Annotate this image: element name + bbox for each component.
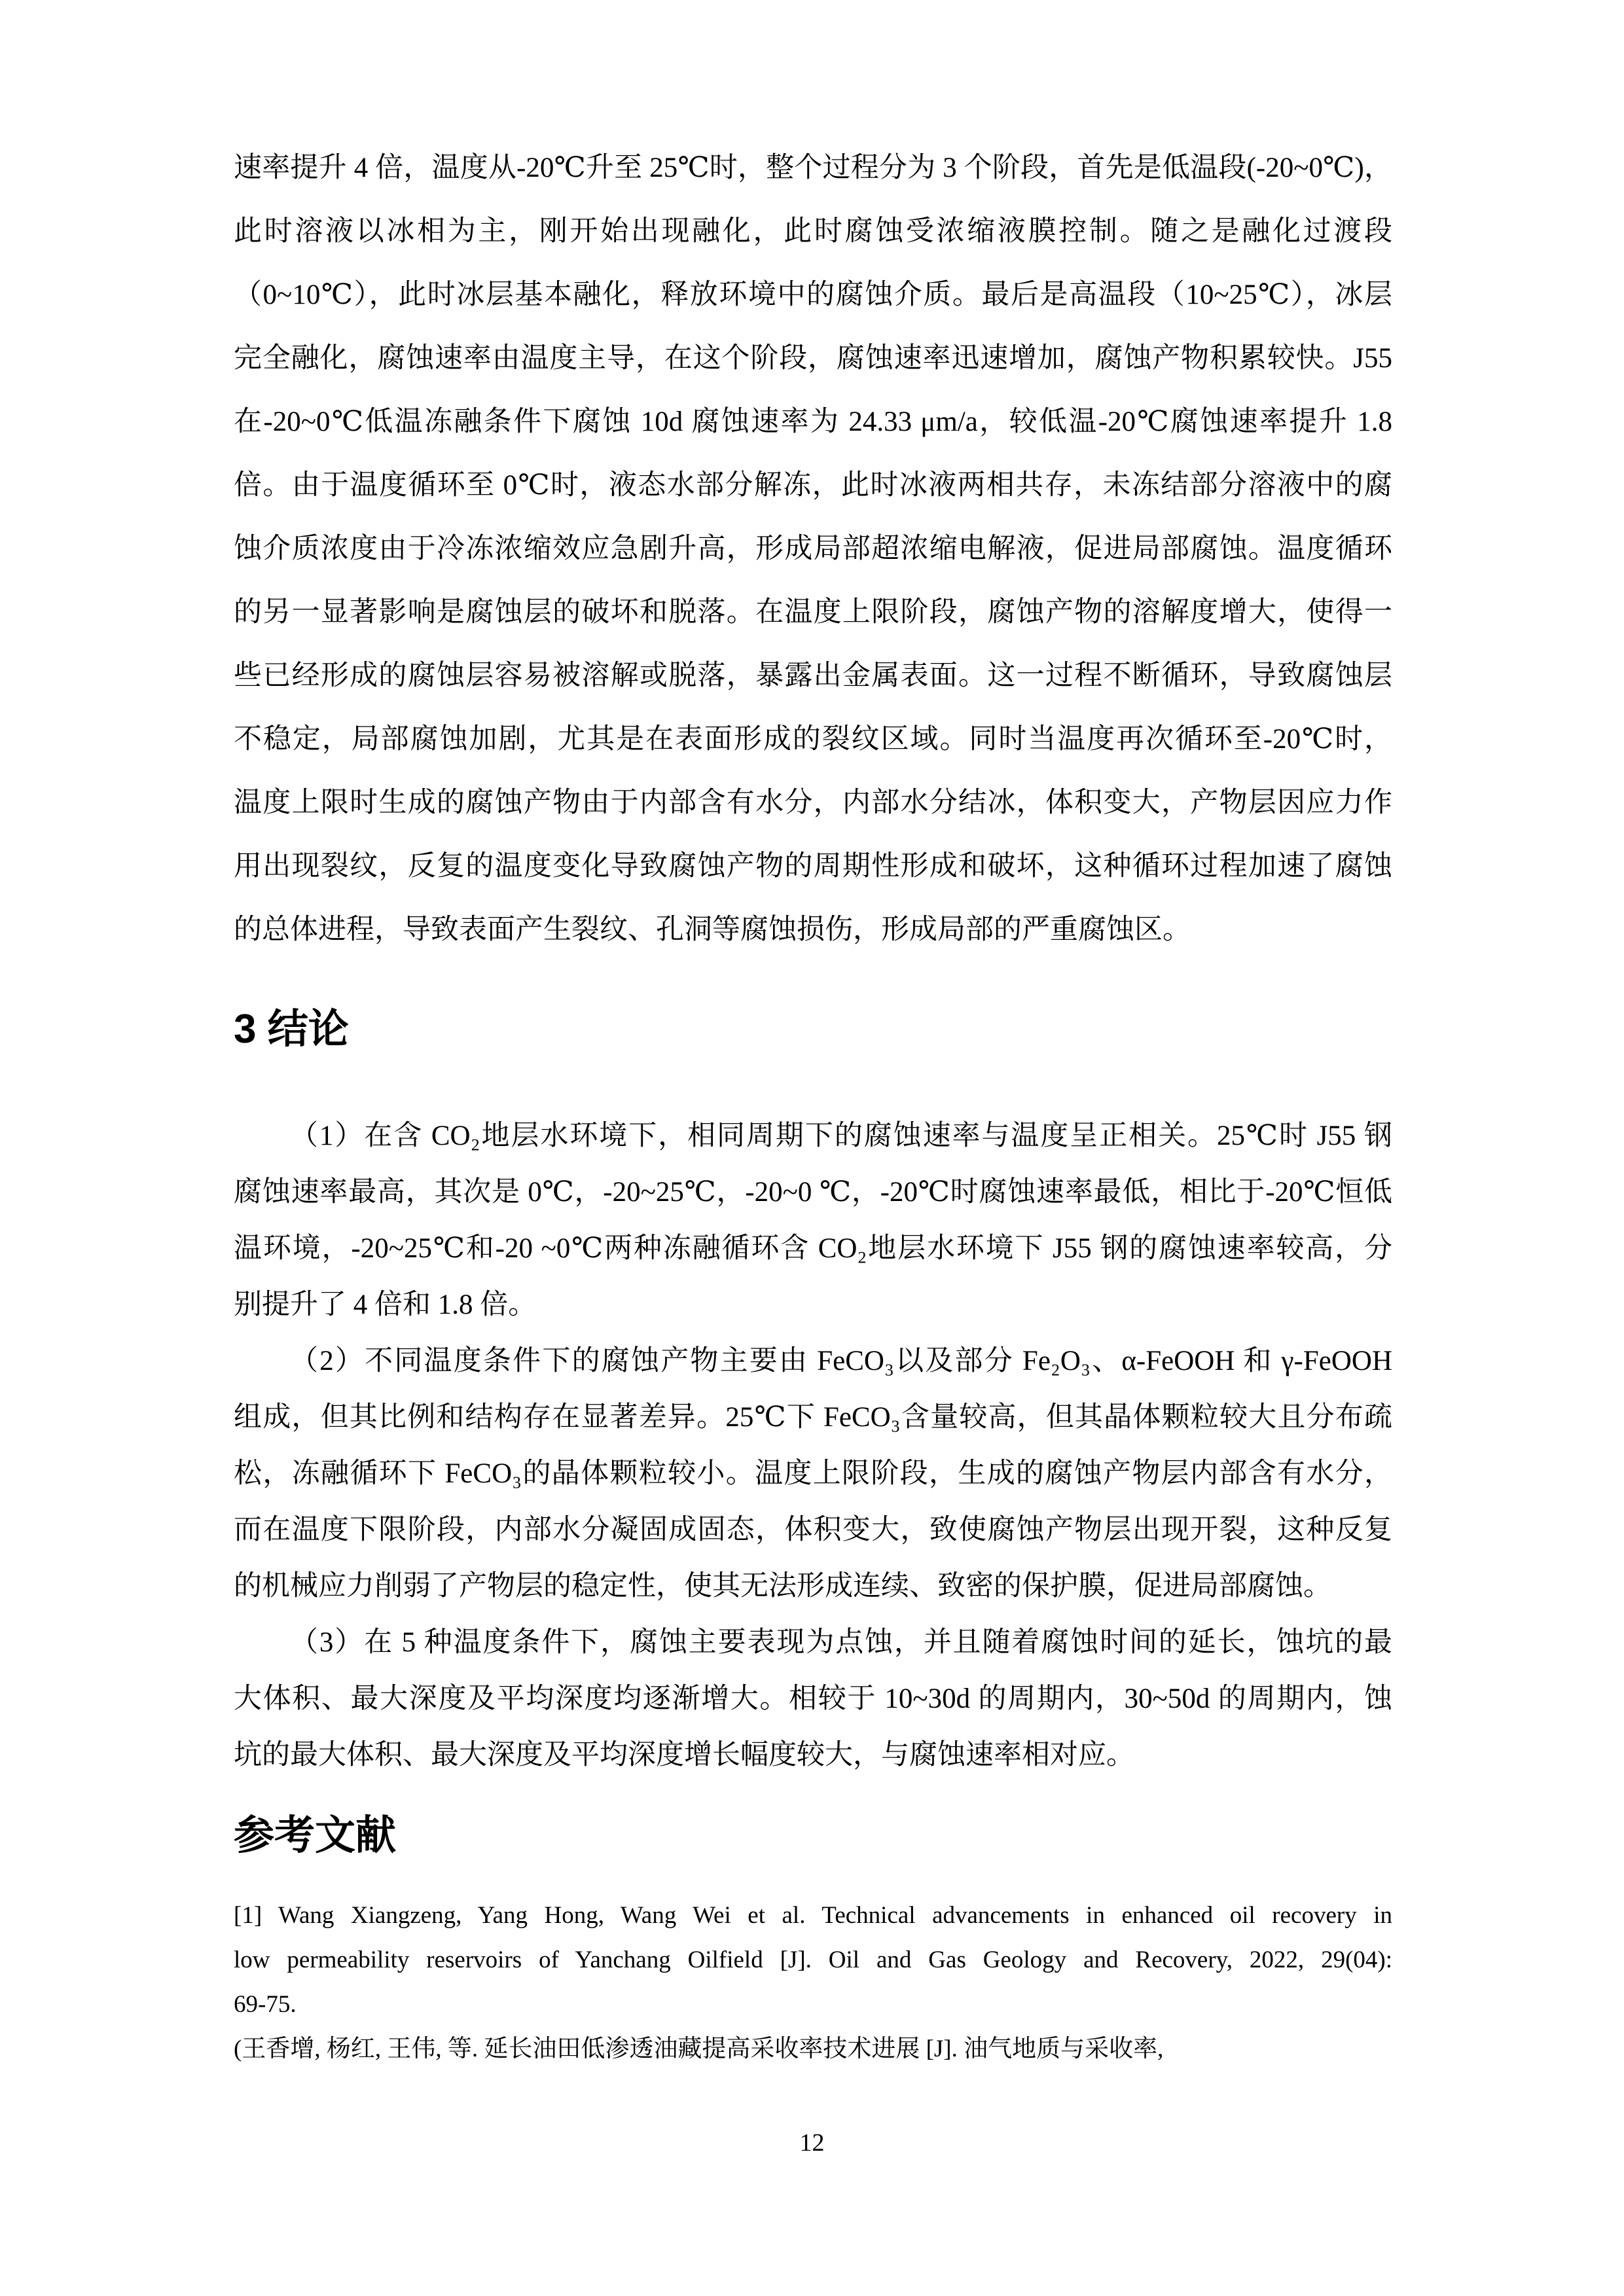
text-line: 些已经形成的腐蚀层容易被溶解或脱落，暴露出金属表面。这一过程不断循环，导致腐蚀层 bbox=[234, 660, 1392, 691]
text-line: 速率提升 4 倍，温度从-20℃升至 25℃时，整个过程分为 3 个阶段，首先是低温段(-20~0℃)， bbox=[234, 152, 1392, 183]
text-line: 的机械应力削弱了产物层的稳定性，使其无法形成连续、致密的保护膜，促进局部腐蚀。 bbox=[234, 1571, 1331, 1602]
text-line: 的总体进程，导致表面产生裂纹、孔洞等腐蚀损伤，形成局部的严重腐蚀区。 bbox=[234, 914, 1191, 945]
conclusion-paragraph-3 bbox=[234, 1615, 1392, 1784]
text-line: 温环境，-20~25℃和-20 ~0℃两种冻融循环含 CO₂地层水环境下 J55 钢的腐蚀速率较高，分 bbox=[234, 1233, 1392, 1264]
intro-paragraph bbox=[234, 136, 1392, 961]
text-line: （0~10℃），此时冰层基本融化，释放环境中的腐蚀介质。最后是高温段（10~25℃），冰层 bbox=[234, 279, 1392, 310]
text-line: 而在温度下限阶段，内部水分凝固成固态，体积变大，致使腐蚀产物层出现开裂，这种反复 bbox=[234, 1515, 1392, 1545]
text-line: 此时溶液以冰相为主，刚开始出现融化，此时腐蚀受浓缩液膜控制。随之是融化过渡段 bbox=[234, 216, 1392, 247]
text-line: 在-20~0℃低温冻融条件下腐蚀 10d 腐蚀速率为 24.33 μm/a，较低温-20℃腐蚀速率提升 1.8 bbox=[234, 406, 1392, 437]
text-line: （3）在 5 种温度条件下，腐蚀主要表现为点蚀，并且随着腐蚀时间的延长，蚀坑的最 bbox=[290, 1627, 1392, 1658]
text-line: 69-75. bbox=[234, 1991, 297, 2018]
text-line: 组成，但其比例和结构存在显著差异。25℃下 FeCO₃含量较高，但其晶体颗粒较大且分布疏 bbox=[234, 1402, 1392, 1433]
reference-entry-1 bbox=[234, 1893, 1392, 2027]
page-content bbox=[234, 0, 1392, 2072]
text-line: 的另一显著影响是腐蚀层的破坏和脱落。在温度上限阶段，腐蚀产物的溶解度增大，使得一 bbox=[234, 597, 1392, 628]
text-line: 松，冻融循环下 FeCO₃的晶体颗粒较小。温度上限阶段，生成的腐蚀产物层内部含有水分， bbox=[234, 1458, 1392, 1489]
reference-entry-2 bbox=[234, 2027, 1392, 2072]
text-line: 温度上限时生成的腐蚀产物由于内部含有水分，内部水分结冰，体积变大，产物层因应力作 bbox=[234, 787, 1392, 818]
references-section-heading: 参考文献 bbox=[234, 1813, 397, 1858]
text-line: 腐蚀速率最高，其次是 0℃，-20~25℃，-20~0 ℃，-20℃时腐蚀速率最低，相比于-20℃恒低 bbox=[234, 1177, 1392, 1208]
page-number: 12 bbox=[799, 2129, 825, 2157]
text-line: [1] Wang Xiangzeng, Yang Hong, Wang Wei et al. Technical advancements in enhanced oil recovery in bbox=[234, 1902, 1392, 1929]
conclusion-paragraph-1 bbox=[234, 1108, 1392, 1333]
text-line: 别提升了 4 倍和 1.8 倍。 bbox=[234, 1289, 537, 1320]
text-line: 不稳定，局部腐蚀加剧，尤其是在表面形成的裂纹区域。同时当温度再次循环至-20℃时， bbox=[234, 724, 1392, 755]
conclusion-section-heading: 3 结论 bbox=[234, 1007, 349, 1052]
conclusion-paragraph-2 bbox=[234, 1333, 1392, 1615]
text-line: 蚀介质浓度由于冷冻浓缩效应急剧升高，形成局部超浓缩电解液，促进局部腐蚀。温度循环 bbox=[234, 533, 1392, 564]
text-line: （1）在含 CO₂地层水环境下，相同周期下的腐蚀速率与温度呈正相关。25℃时 J55 钢 bbox=[290, 1121, 1392, 1151]
text-line: 倍。由于温度循环至 0℃时，液态水部分解冻，此时冰液两相共存，未冻结部分溶液中的腐 bbox=[234, 470, 1392, 501]
text-line: 用出现裂纹，反复的温度变化导致腐蚀产物的周期性形成和破坏，这种循环过程加速了腐蚀 bbox=[234, 851, 1392, 882]
text-line: low permeability reservoirs of Yanchang Oilfield [J]. Oil and Gas Geology and Recovery, 2022, 29(04): bbox=[234, 1946, 1392, 1973]
text-line: （2）不同温度条件下的腐蚀产物主要由 FeCO₃以及部分 Fe₂O₃、α-FeOOH 和 γ-FeOOH bbox=[290, 1346, 1392, 1376]
text-line: 大体积、最大深度及平均深度均逐渐增大。相较于 10~30d 的周期内，30~50d 的周期内，蚀 bbox=[234, 1683, 1392, 1714]
text-line: 完全融化，腐蚀速率由温度主导，在这个阶段，腐蚀速率迅速增加，腐蚀产物积累较快。J55 bbox=[234, 343, 1392, 374]
text-line: 坑的最大体积、最大深度及平均深度增长幅度较大，与腐蚀速率相对应。 bbox=[234, 1740, 1134, 1770]
text-line: (王香增, 杨红, 王伟, 等. 延长油田低渗透油藏提高采收率技术进展 [J]. 油气地质与采收率, bbox=[234, 2036, 1164, 2062]
